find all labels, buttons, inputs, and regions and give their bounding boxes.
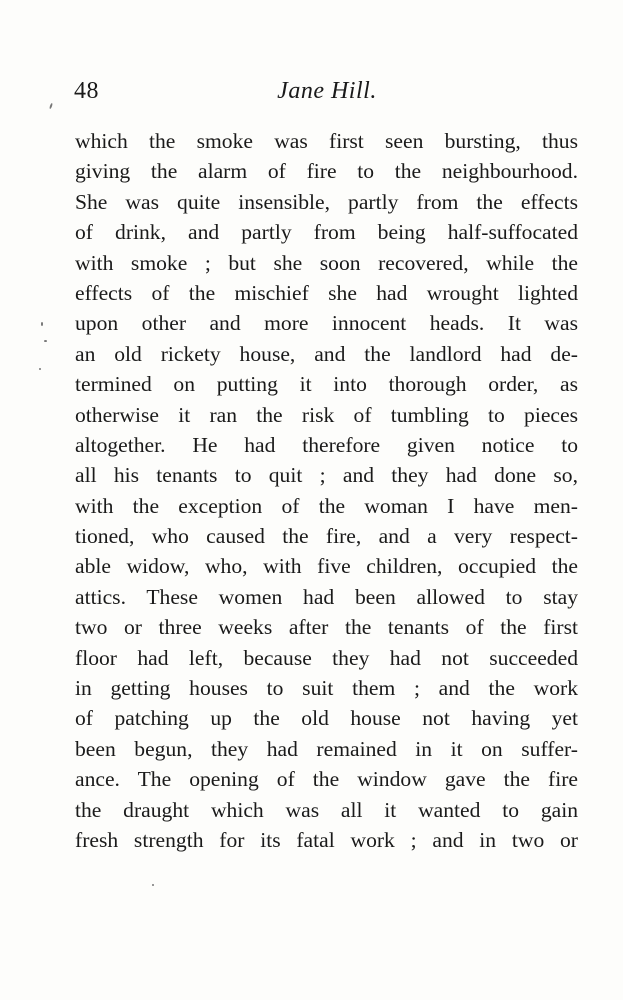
print-speck [44,340,47,342]
text-line: with smoke ; but she soon recovered, while the [75,250,578,275]
text-line: been begun, they had remained in it on suffer- [75,736,578,761]
text-line: tioned, who caused the fire, and a very respect- [75,524,578,549]
text-line: which the smoke was first seen bursting, thus [75,129,578,153]
text-line: She was quite insensible, partly from the effects [75,189,578,214]
text-line: termined on putting it into thorough order, as [75,372,578,397]
text-line: fresh strength for its fatal work ; and in two or [75,827,578,852]
text-line: floor had left, because they had not succeeded [75,645,578,670]
text-line: of patching up the old house not having yet [75,706,578,731]
text-line: ance. The opening of the window gave the fire [75,767,578,792]
body-text [75,126,578,855]
print-speck [39,368,41,370]
text-line: giving the alarm of fire to the neighbourhood. [75,159,578,184]
text-line: otherwise it ran the risk of tumbling to pieces [75,402,578,427]
text-line: of drink, and partly from being half-suffocated [75,220,578,245]
running-title: Jane Hill. [277,78,377,104]
print-speck [41,322,43,326]
text-line: attics. These women had been allowed to stay [75,584,578,609]
text-line: two or three weeks after the tenants of the first [75,615,578,640]
text-line: the draught which was all it wanted to gain [75,797,578,822]
text-line: effects of the mischief she had wrought lighted [75,280,578,305]
text-line: in getting houses to suit them ; and the work [75,676,578,701]
text-line: able widow, who, with five children, occupied the [75,554,578,579]
text-line: an old rickety house, and the landlord had de- [75,341,578,366]
page-header [72,78,582,110]
text-line: upon other and more innocent heads. It was [75,311,578,336]
page-number: 48 [74,78,99,104]
print-speck [152,884,154,886]
text-line: with the exception of the woman I have men- [75,493,578,518]
text-line: all his tenants to quit ; and they had done so, [75,463,578,488]
print-speck [49,103,53,109]
text-line: altogether. He had therefore given notice to [75,432,578,457]
